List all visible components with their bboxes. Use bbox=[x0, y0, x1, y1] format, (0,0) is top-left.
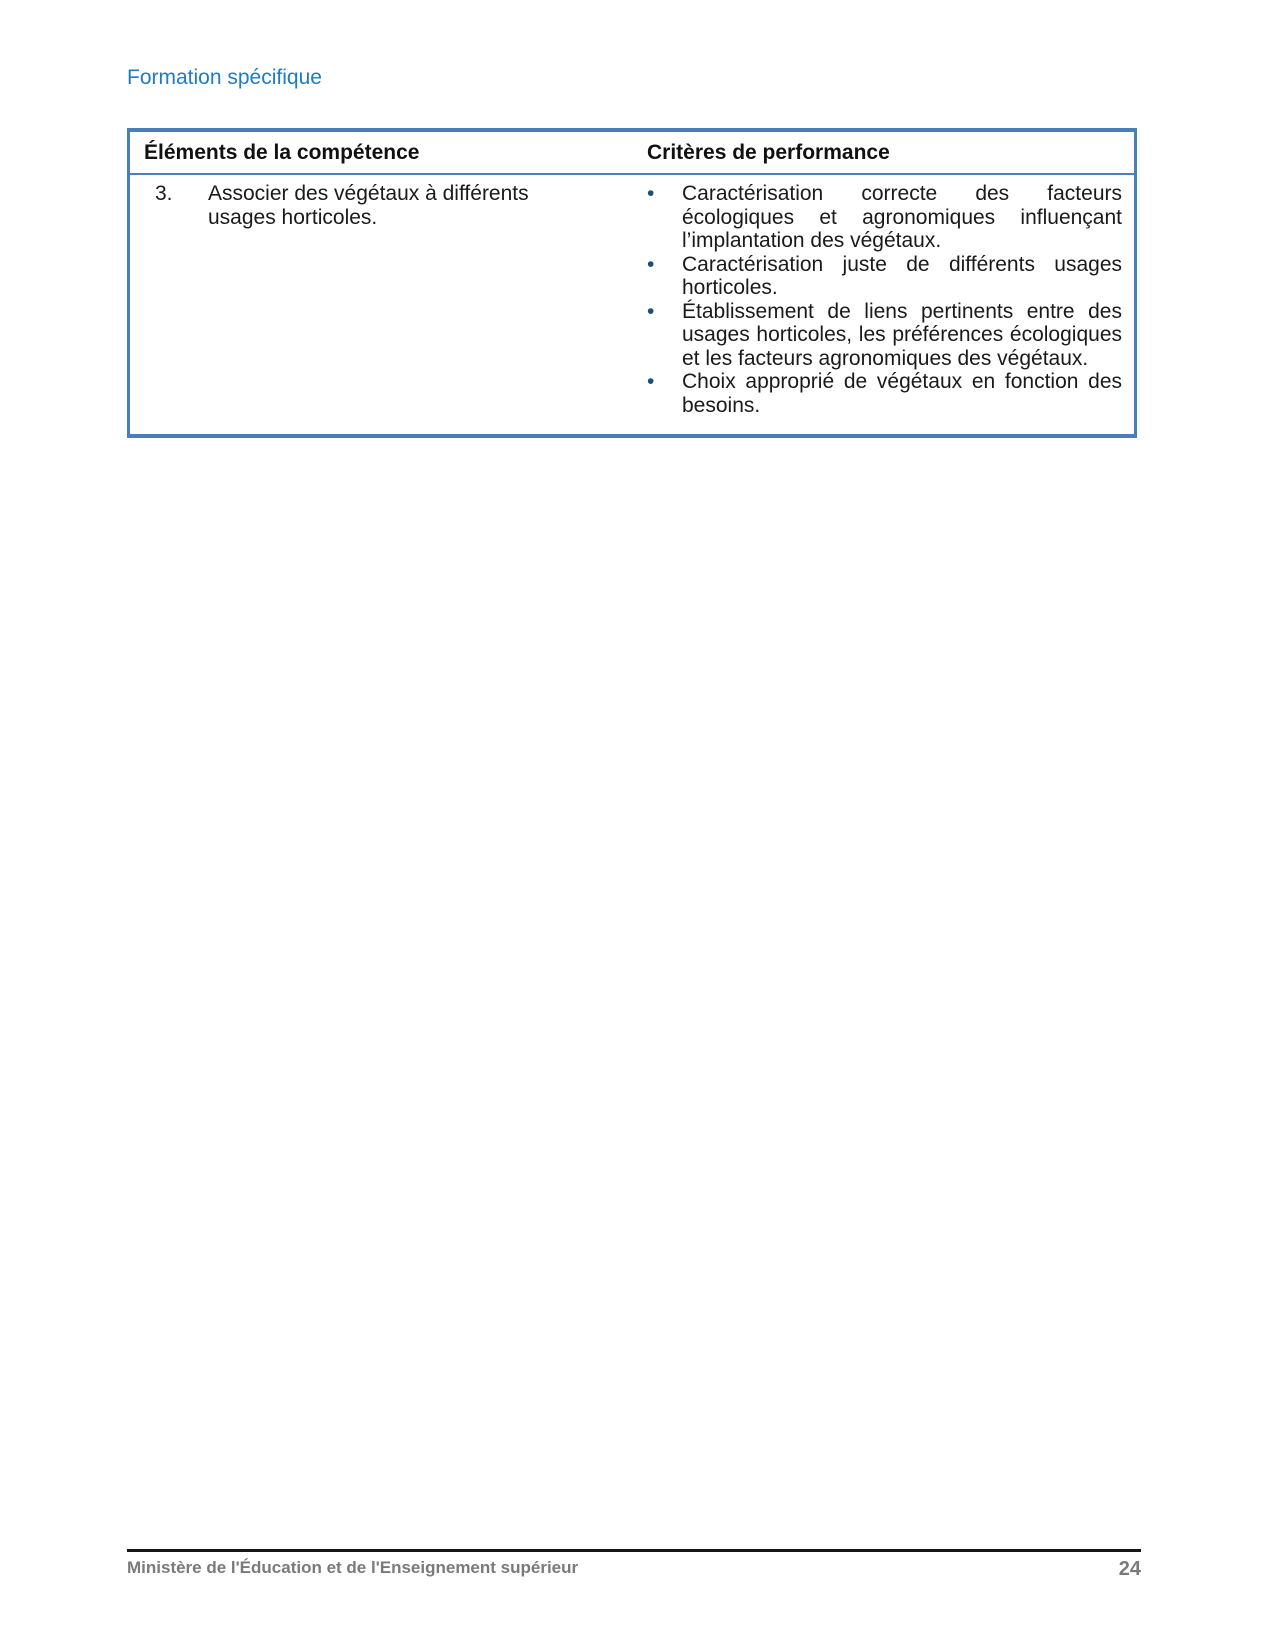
criteria-text: Choix approprié de végétaux en fonction des besoins. bbox=[682, 370, 1122, 417]
section-label: Formation spécifique bbox=[127, 66, 322, 89]
element-item bbox=[130, 182, 574, 229]
bullet-icon: • bbox=[647, 182, 655, 205]
footer-ministry-text: Ministère de l'Éducation et de l'Enseignement supérieur bbox=[127, 1558, 579, 1577]
column-header-criteria: Critères de performance bbox=[647, 141, 890, 164]
footer-page-number: 24 bbox=[1118, 1558, 1141, 1580]
element-number: 3. bbox=[155, 182, 173, 205]
competency-table bbox=[127, 128, 1137, 438]
criteria-cell bbox=[634, 182, 1134, 417]
criteria-text: Caractérisation juste de différents usages horticoles. bbox=[682, 252, 1122, 299]
table-header-row bbox=[130, 132, 1134, 175]
criteria-text: Établissement de liens pertinents entre des usages horticoles, les préférences écologiques et les facteurs agronomiques des végétaux. bbox=[682, 299, 1122, 370]
criteria-bullet-item bbox=[647, 253, 1122, 300]
criteria-bullet-item bbox=[647, 370, 1122, 417]
criteria-text: Caractérisation correcte des facteurs écologiques et agronomiques influençant l’implantation des végétaux. bbox=[682, 182, 1122, 252]
bullet-icon: • bbox=[647, 299, 655, 323]
criteria-bullet-item bbox=[647, 300, 1122, 371]
bullet-icon: • bbox=[647, 370, 655, 393]
bullet-icon: • bbox=[647, 252, 655, 276]
footer-rule bbox=[127, 1549, 1141, 1552]
element-text: Associer des végétaux à différents usages horticoles. bbox=[208, 182, 529, 229]
column-header-elements: Éléments de la compétence bbox=[144, 141, 420, 164]
page-footer bbox=[127, 1558, 1141, 1581]
table-body-row bbox=[130, 175, 1134, 434]
elements-cell bbox=[130, 182, 634, 417]
criteria-bullet-item bbox=[647, 182, 1122, 253]
